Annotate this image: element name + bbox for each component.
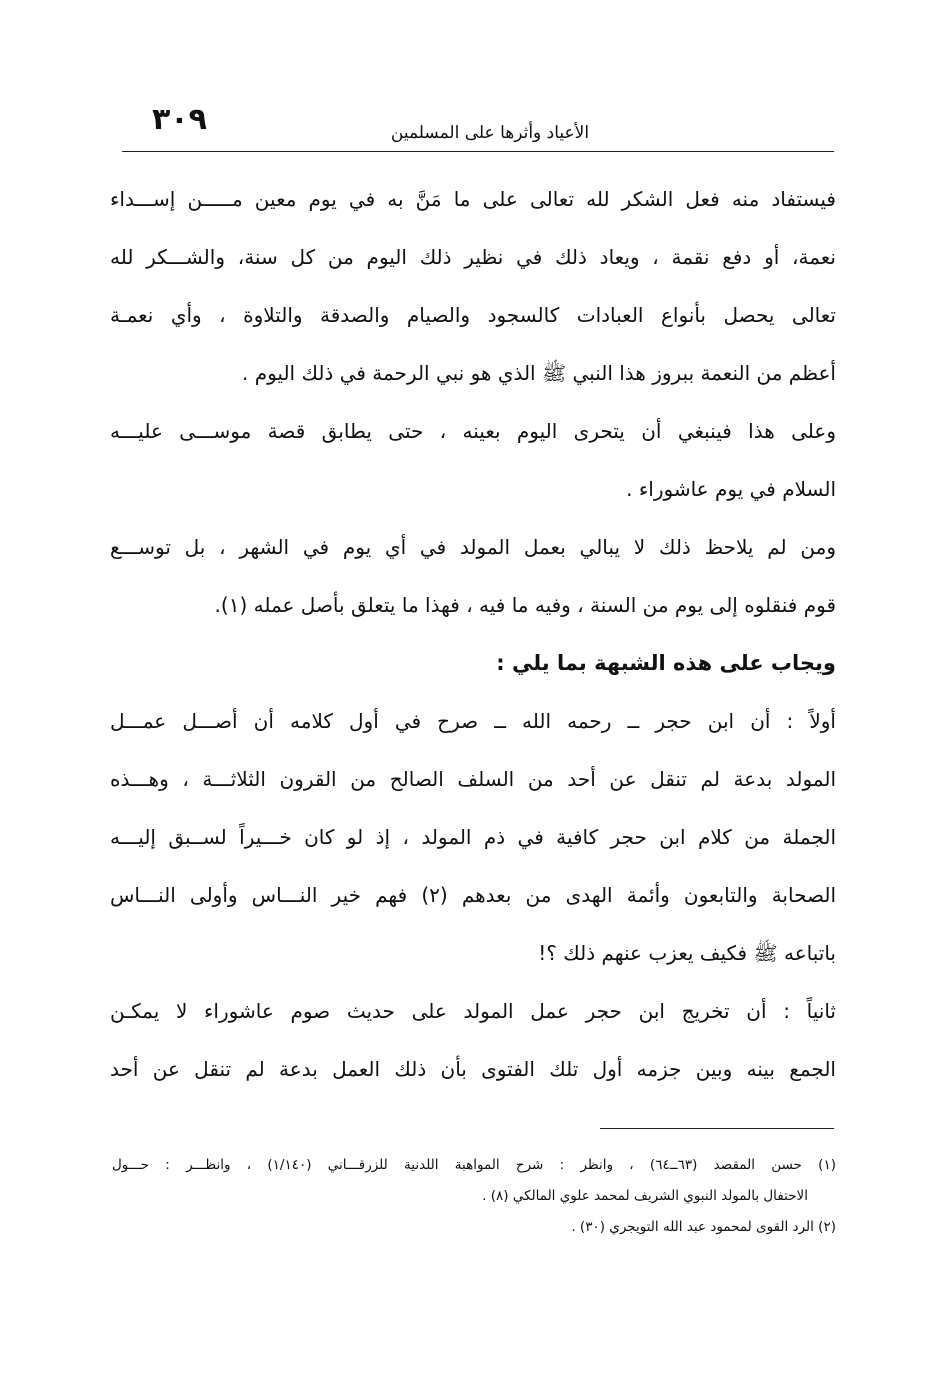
text-line: نعمة، أو دفع نقمة ، ويعاد ذلك في نظير ذلك اليوم من كل سنة، والشـــكر لله: [110, 245, 836, 269]
running-title: الأعياد وأثرها على المسلمين: [390, 123, 590, 143]
text-line: قوم فنقلوه إلى يوم من السنة ، وفيه ما فيه ، فهذا ما يتعلق بأصل عمله (١).: [214, 593, 836, 617]
footnotes: [112, 1150, 836, 1243]
main-text: [110, 170, 836, 1098]
text-line: أعظم من النعمة ببروز هذا النبي ﷺ الذي هو نبي الرحمة في ذلك اليوم .: [241, 361, 836, 385]
footnote-1-line-2: الاحتفال بالمولد النبوي الشريف لمحمد علوي المالكي (٨) .: [482, 1188, 808, 1204]
text-line: الجملة من كلام ابن حجر كافية في ذم المولد ، إذ لو كان خـــيراً لســبق إليـــه: [110, 825, 836, 849]
footnote-rule: [600, 1128, 834, 1129]
text-line: الجمع بينه وبين جزمه أول تلك الفتوى بأن ذلك العمل بدعة لم تنقل عن أحد: [110, 1057, 836, 1081]
text-line: باتباعه ﷺ فكيف يعزب عنهم ذلك ؟!: [538, 941, 836, 965]
page-number: ٣٠٩: [152, 102, 207, 137]
text-line: تعالى يحصل بأنواع العبادات كالسجود والصيام والصدقة والتلاوة ، وأي نعمـة: [110, 303, 836, 327]
section-heading: ويجاب على هذه الشبهة بما يلي :: [496, 651, 836, 675]
header-rule: [122, 151, 834, 152]
text-line: فيستفاد منه فعل الشكر لله تعالى على ما مَنَّ به في يوم معين مـــــن إســـداء: [110, 187, 836, 211]
text-line: وعلى هذا فينبغي أن يتحرى اليوم بعينه ، حتى يطابق قصة موســـى عليـــه: [110, 419, 836, 443]
text-line: الصحابة والتابعون وأئمة الهدى من بعدهم (٢) فهم خير النـــاس وأولى النـــاس: [110, 883, 836, 907]
text-line: أولاً : أن ابن حجر ــ رحمه الله ــ صرح في أول كلامه أن أصـــل عمـــل: [110, 709, 836, 733]
footnote-1-line-1: (١) حسن المقصد (٦٣ــ٦٤) ، وانظر : شرح المواهبة اللدنية للزرقـــاني (١/١٤٠) ، وانظـــر : حـــول: [112, 1157, 836, 1173]
text-line: السلام في يوم عاشوراء .: [626, 477, 836, 501]
text-line: ثانياً : أن تخريج ابن حجر عمل المولد على حديث صوم عاشوراء لا يمكـن: [110, 999, 836, 1023]
text-line: ومن لم يلاحظ ذلك لا يبالي بعمل المولد في أي يوم في الشهر ، بل توســـع: [110, 535, 836, 559]
footnote-2: (٢) الرد القوى لمحمود عبد الله التويجري (٣٠) .: [571, 1219, 836, 1235]
text-line: المولد بدعة لم تنقل عن أحد من السلف الصالح من القرون الثلاثـــة ، وهـــذه: [110, 767, 836, 791]
